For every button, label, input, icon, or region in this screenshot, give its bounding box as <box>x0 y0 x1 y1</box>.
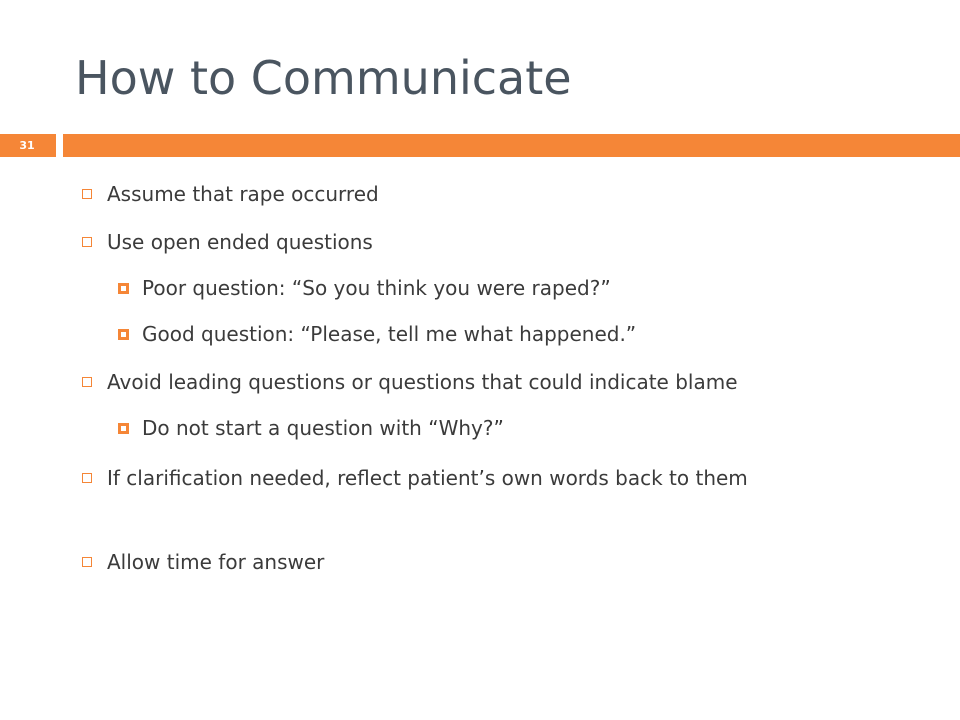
title-rule-bar <box>63 134 960 157</box>
filled-square-bullet-icon <box>118 283 129 294</box>
hollow-square-bullet-icon <box>82 189 92 199</box>
hollow-square-bullet-icon <box>82 557 92 567</box>
slide-title: How to Communicate <box>75 51 572 105</box>
list-item: Allow time for answer <box>107 550 325 574</box>
list-item: If clarification needed, reflect patient’s own words back to them <box>107 466 748 490</box>
list-item: Poor question: “So you think you were raped?” <box>142 276 611 300</box>
hollow-square-bullet-icon <box>82 473 92 483</box>
list-item: Use open ended questions <box>107 230 373 254</box>
list-item: Avoid leading questions or questions that could indicate blame <box>107 370 738 394</box>
list-item: Assume that rape occurred <box>107 182 379 206</box>
list-item: Do not start a question with “Why?” <box>142 416 504 440</box>
filled-square-bullet-icon <box>118 329 129 340</box>
hollow-square-bullet-icon <box>82 237 92 247</box>
filled-square-bullet-icon <box>118 423 129 434</box>
hollow-square-bullet-icon <box>82 377 92 387</box>
list-item: Good question: “Please, tell me what happened.” <box>142 322 637 346</box>
slide-number: 31 <box>19 139 35 152</box>
